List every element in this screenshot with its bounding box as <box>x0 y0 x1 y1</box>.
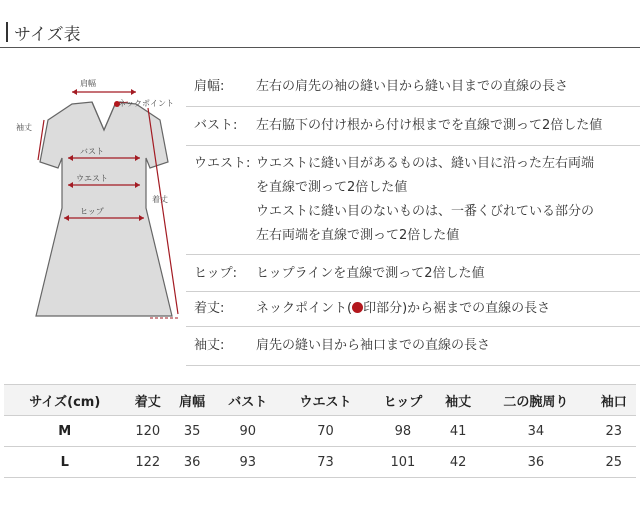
table-row <box>4 447 636 478</box>
column-header: 袖丈 <box>436 385 480 416</box>
size-table <box>4 384 636 478</box>
table-cell: 42 <box>436 447 480 478</box>
size-cell: M <box>4 416 126 447</box>
column-header: 肩幅 <box>170 385 214 416</box>
table-cell: 23 <box>591 416 636 447</box>
table-cell: 90 <box>214 416 281 447</box>
column-header: 袖口 <box>591 385 636 416</box>
definition-term: 着丈: <box>194 301 225 316</box>
table-cell: 36 <box>170 447 214 478</box>
sleeve-label: 袖丈 <box>16 123 32 132</box>
definition-text: ウエストに縫い目があるものは、縫い目に沿った左右両端 を直線で測って2倍した値 ウエストに縫い目のないものは、一番くびれている部分の 左右両端を直線で測って2倍した値 <box>256 156 595 243</box>
garment-diagram <box>0 48 190 358</box>
page-header <box>0 0 640 48</box>
definition-term: 袖丈: <box>194 338 225 353</box>
title-accent-bar <box>6 22 8 42</box>
table-cell: 98 <box>370 416 436 447</box>
definition-row <box>186 327 640 366</box>
definition-text: ヒップラインを直線で測って2倍した値 <box>256 266 485 281</box>
size-cell: L <box>4 447 126 478</box>
table-cell: 122 <box>126 447 170 478</box>
definition-row <box>186 70 640 107</box>
table-cell: 93 <box>214 447 281 478</box>
definition-term: バスト: <box>194 118 238 133</box>
definition-text: 肩先の縫い目から袖口までの直線の長さ <box>256 338 491 353</box>
table-cell: 120 <box>126 416 170 447</box>
definition-row <box>186 146 640 255</box>
table-cell: 36 <box>480 447 591 478</box>
table-cell: 25 <box>591 447 636 478</box>
page-title: サイズ表 <box>14 25 81 45</box>
column-header: 二の腕周り <box>480 385 591 416</box>
hip-label: ヒップ <box>80 207 104 216</box>
definition-row <box>186 107 640 146</box>
definition-term: ヒップ: <box>194 266 237 281</box>
bust-label: バスト <box>80 147 104 156</box>
table-cell: 101 <box>370 447 436 478</box>
waist-label: ウエスト <box>76 174 108 183</box>
measurement-definitions <box>186 70 640 366</box>
column-header: バスト <box>214 385 281 416</box>
column-header: ウエスト <box>281 385 370 416</box>
column-header: サイズ(cm) <box>4 385 126 416</box>
table-header-row <box>4 385 636 416</box>
neck-point-label: ネックポイント <box>118 99 174 108</box>
table-cell: 73 <box>281 447 370 478</box>
length-label: 着丈 <box>152 195 168 204</box>
definition-term: 肩幅: <box>194 79 225 94</box>
definition-row <box>186 255 640 292</box>
shoulder-label: 肩幅 <box>80 79 96 88</box>
definition-text: 左右脇下の付け根から付け根までを直線で測って2倍した値 <box>256 118 603 133</box>
table-cell: 34 <box>480 416 591 447</box>
table-cell: 70 <box>281 416 370 447</box>
table-cell: 41 <box>436 416 480 447</box>
neck-point-marker-icon <box>352 302 363 313</box>
table-row <box>4 416 636 447</box>
table-cell: 35 <box>170 416 214 447</box>
definition-term: ウエスト: <box>194 156 251 171</box>
column-header: 着丈 <box>126 385 170 416</box>
definition-text: ネックポイント( 印部分)から裾までの直線の長さ <box>256 301 551 316</box>
definition-text: 左右の肩先の袖の縫い目から縫い目までの直線の長さ <box>256 79 569 94</box>
definition-row <box>186 292 640 327</box>
column-header: ヒップ <box>370 385 436 416</box>
